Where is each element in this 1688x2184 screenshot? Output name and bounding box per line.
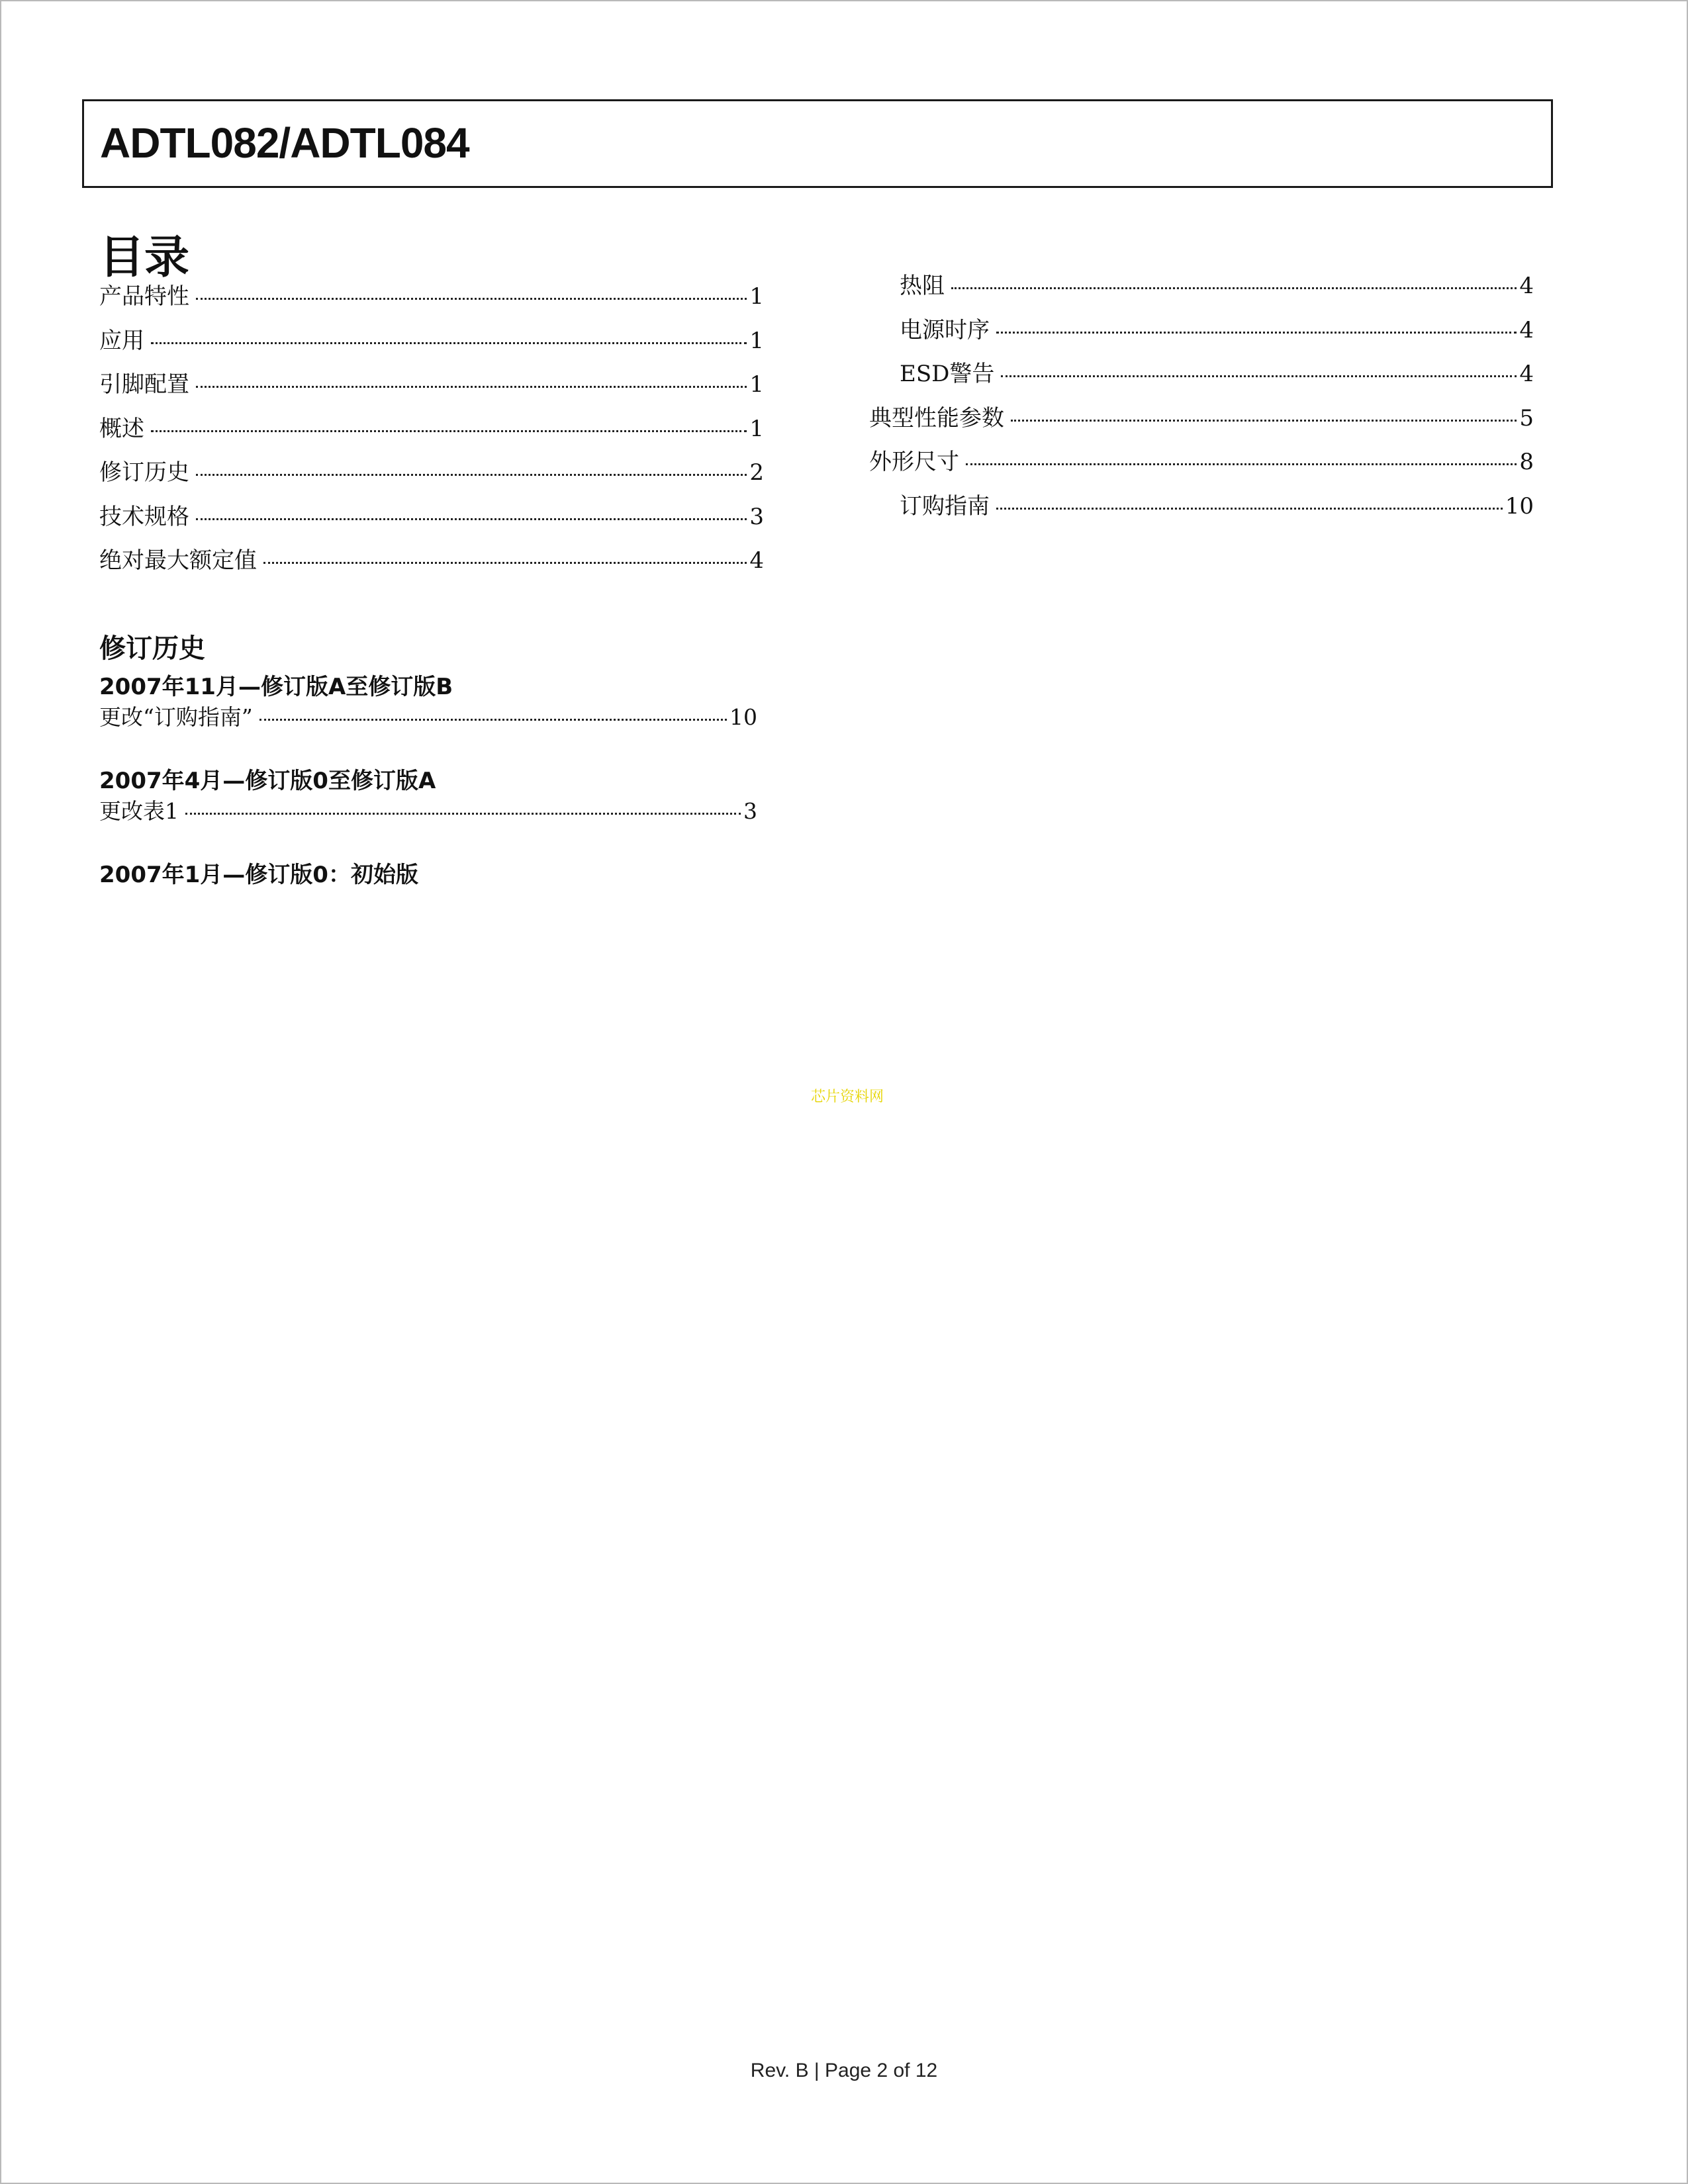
toc-leader [1001, 375, 1517, 377]
toc-entry-label: 绝对最大额定值 [99, 547, 257, 574]
toc-entry-label: 产品特性 [99, 283, 189, 310]
document-title: ADTL082/ADTL084 [100, 119, 469, 167]
toc-entry-page: 1 [749, 283, 764, 310]
toc-entry[interactable] [99, 410, 764, 455]
toc-entry[interactable] [99, 366, 764, 410]
toc-leader [996, 332, 1517, 334]
toc-entry-label: ESD警告 [900, 361, 995, 387]
revision-change-page: 10 [729, 704, 757, 730]
toc-entry[interactable] [869, 400, 1534, 444]
revision-change-page: 3 [743, 798, 757, 824]
toc-entry-page: 4 [1519, 361, 1534, 387]
toc-leader [196, 474, 747, 476]
toc-entry-page: 1 [749, 371, 764, 398]
toc-entry[interactable] [869, 488, 1534, 532]
toc-entry-label: 修订历史 [99, 459, 189, 486]
toc-leader [151, 342, 747, 344]
toc-leader [1011, 420, 1517, 422]
toc-entry[interactable] [869, 312, 1534, 356]
revision-change[interactable] [99, 700, 757, 736]
toc-entry-page: 2 [749, 459, 764, 486]
revision-history-heading: 修订历史 [99, 633, 205, 664]
toc-entry[interactable] [99, 454, 764, 498]
toc-entry-label: 概述 [99, 415, 144, 442]
toc-entry-label: 热阻 [900, 273, 945, 299]
toc-right-column [869, 267, 1534, 531]
revision-change-label: 更改“订购指南” [99, 704, 253, 730]
toc-entry-label: 订购指南 [900, 492, 990, 520]
toc-left-column [99, 278, 764, 586]
toc-entry-page: 4 [1519, 316, 1534, 343]
toc-leader [966, 463, 1517, 465]
toc-entry-page: 5 [1519, 404, 1534, 432]
watermark: 芯片资料网 [811, 1089, 884, 1105]
toc-entry[interactable] [869, 443, 1534, 488]
toc-entry-page: 4 [1519, 273, 1534, 299]
toc-entry-label: 引脚配置 [99, 371, 189, 398]
toc-entry-page: 8 [1519, 449, 1534, 475]
toc-entry-page: 1 [749, 415, 764, 442]
toc-leader [263, 562, 747, 564]
toc-entry[interactable] [99, 498, 764, 543]
toc-leader [185, 813, 741, 815]
revision-change[interactable] [99, 794, 757, 830]
toc-leader [196, 518, 747, 520]
revision-change-label: 更改表1 [99, 798, 179, 824]
toc-entry-label: 外形尺寸 [869, 449, 959, 475]
toc-entry[interactable] [99, 542, 764, 586]
toc-leader [196, 298, 747, 300]
toc-entry[interactable] [99, 278, 764, 322]
revision-date: 2007年1月—修订版0：初始版 [99, 862, 418, 888]
header-box [82, 99, 1553, 188]
toc-entry-label: 技术规格 [99, 503, 189, 530]
toc-entry-label: 应用 [99, 327, 144, 354]
toc-leader [259, 719, 727, 721]
toc-entry-page: 3 [749, 503, 764, 530]
revision-history-section [99, 627, 764, 888]
toc-entry-page: 10 [1505, 492, 1534, 520]
toc-entry[interactable] [99, 322, 764, 367]
toc-leader [151, 430, 747, 432]
toc-entry-page: 4 [749, 547, 764, 574]
revision-date: 2007年4月—修订版0至修订版A [99, 768, 436, 794]
toc-leader [951, 287, 1517, 289]
toc-entry[interactable] [869, 267, 1534, 312]
page-footer: Rev. B | Page 2 of 12 [750, 2060, 938, 2081]
revision-date: 2007年11月—修订版A至修订版B [99, 674, 453, 700]
toc-entry-label: 电源时序 [900, 316, 990, 343]
toc-leader [996, 508, 1503, 510]
toc-entry[interactable] [869, 355, 1534, 400]
toc-entry-page: 1 [749, 327, 764, 354]
toc-entry-label: 典型性能参数 [869, 404, 1004, 432]
toc-leader [196, 386, 747, 388]
toc-heading: 目录 [99, 232, 190, 284]
